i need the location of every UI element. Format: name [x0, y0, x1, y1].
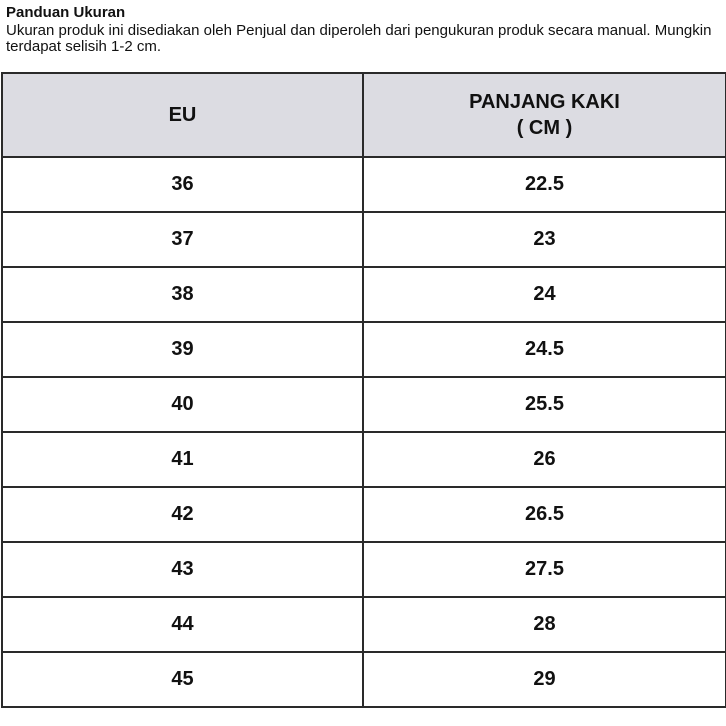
- table-row: [2, 267, 726, 322]
- table-row: [2, 652, 726, 707]
- table-row: [2, 157, 726, 212]
- eu-size-cell: 42: [2, 487, 363, 542]
- eu-size-cell: 45: [2, 652, 363, 707]
- size-guide-header: [6, 4, 722, 55]
- table-row: [2, 597, 726, 652]
- table-row: [2, 487, 726, 542]
- column-header-foot-length: [363, 73, 726, 157]
- column-header-foot-length-title: PANJANG KAKI: [469, 91, 620, 113]
- column-header-foot-length-unit: ( CM ): [516, 117, 573, 139]
- table-header-row: [2, 73, 726, 157]
- eu-size-cell: 40: [2, 377, 363, 432]
- table-row: [2, 432, 726, 487]
- eu-size-cell: 37: [2, 212, 363, 267]
- table-row: [2, 542, 726, 597]
- eu-size-cell: 43: [2, 542, 363, 597]
- foot-length-cell: 29: [363, 652, 726, 707]
- size-chart-table: [1, 72, 726, 708]
- page-description: Ukuran produk ini disediakan oleh Penjual dan diperoleh dari pengukuran produk secara manual. Mungkin terdapat selisih 1-2 cm.: [6, 22, 712, 55]
- foot-length-cell: 26: [363, 432, 726, 487]
- eu-size-cell: 38: [2, 267, 363, 322]
- foot-length-cell: 24.5: [363, 322, 726, 377]
- table-row: [2, 322, 726, 377]
- foot-length-cell: 26.5: [363, 487, 726, 542]
- table-row: [2, 212, 726, 267]
- table-row: [2, 377, 726, 432]
- foot-length-cell: 22.5: [363, 157, 726, 212]
- page-title: Panduan Ukuran: [6, 4, 126, 21]
- foot-length-cell: 27.5: [363, 542, 726, 597]
- foot-length-cell: 23: [363, 212, 726, 267]
- foot-length-cell: 28: [363, 597, 726, 652]
- foot-length-cell: 24: [363, 267, 726, 322]
- eu-size-cell: 44: [2, 597, 363, 652]
- column-header-eu: EU: [2, 73, 363, 157]
- eu-size-cell: 41: [2, 432, 363, 487]
- eu-size-cell: 36: [2, 157, 363, 212]
- eu-size-cell: 39: [2, 322, 363, 377]
- foot-length-cell: 25.5: [363, 377, 726, 432]
